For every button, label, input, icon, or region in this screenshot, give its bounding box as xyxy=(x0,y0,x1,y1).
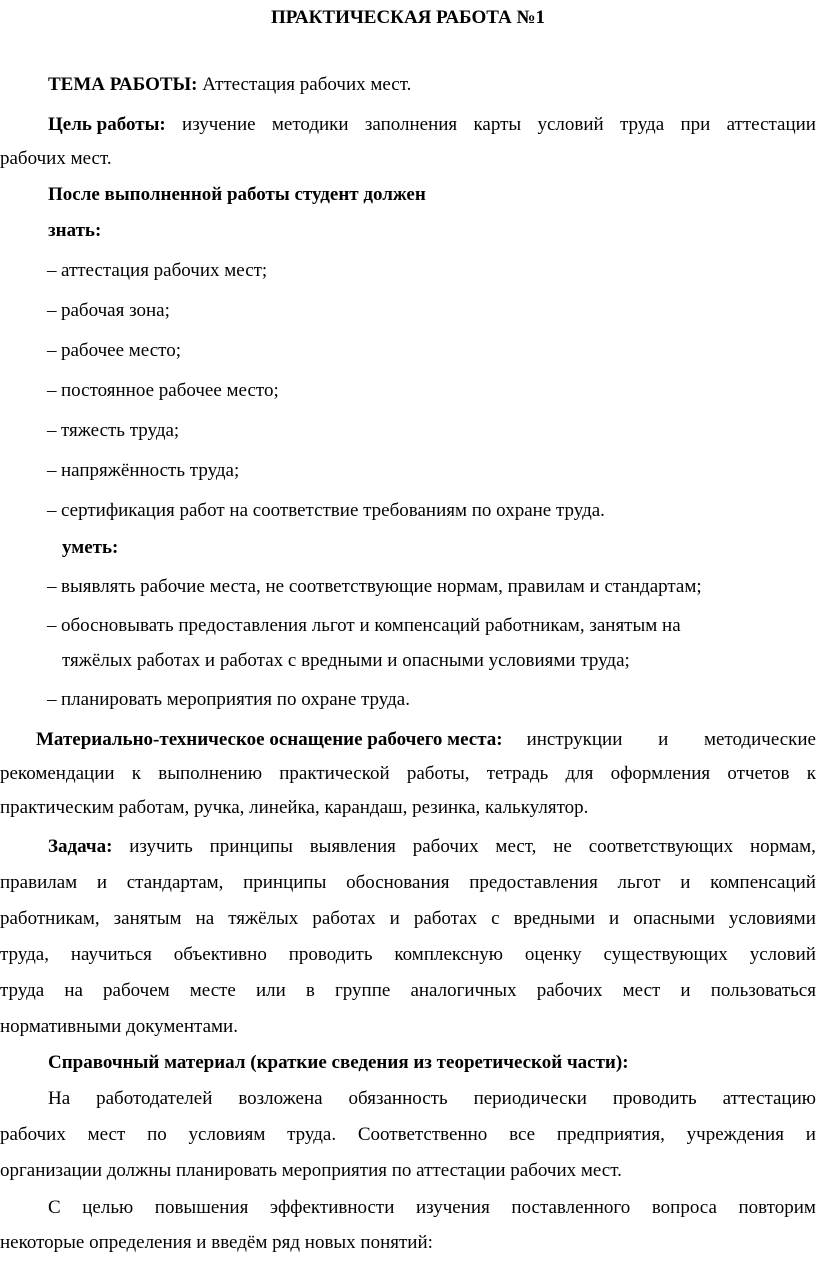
task-line-5 xyxy=(0,979,816,1003)
task-word: выявления xyxy=(309,836,396,857)
reference-p1-line-2 xyxy=(0,1123,816,1147)
dash-bullet: – xyxy=(47,300,57,321)
task-word: принципы xyxy=(209,836,293,857)
know-item xyxy=(47,299,170,323)
goal-label: Цель работы: xyxy=(48,114,166,135)
equipment-word: практической xyxy=(279,763,390,784)
task-word: мест xyxy=(622,980,661,1001)
goal-word: заполнения xyxy=(364,114,458,135)
know-item-text: сертификация работ на соответствие требованиям по охране труда. xyxy=(61,500,605,521)
reference-word: условиям xyxy=(188,1124,266,1145)
can-item xyxy=(47,575,702,599)
equipment-word: инструкции xyxy=(526,729,623,750)
task-word: труда, xyxy=(0,944,49,965)
dash-bullet: – xyxy=(47,420,57,441)
know-item xyxy=(47,459,239,483)
know-item xyxy=(47,379,279,403)
reference-word: рабочих xyxy=(0,1124,66,1145)
goal-word: условий xyxy=(537,114,604,135)
task-word: льгот xyxy=(617,872,661,893)
dash-bullet: – xyxy=(47,460,57,481)
can-item xyxy=(47,614,681,638)
task-word: не xyxy=(553,836,572,857)
task-word: аналогичных xyxy=(410,980,517,1001)
reference-p1-line-3: организации должны планировать мероприятия по аттестации рабочих мест. xyxy=(0,1160,622,1181)
equipment-word: тетрадь xyxy=(486,763,549,784)
task-word: условий xyxy=(749,944,816,965)
task-line-4 xyxy=(0,943,816,967)
reference-word: вопроса xyxy=(651,1197,717,1218)
task-word: проводить xyxy=(288,944,373,965)
reference-word: целью xyxy=(82,1197,134,1218)
know-item-text: рабочее место; xyxy=(61,340,181,361)
task-word: научиться xyxy=(70,944,152,965)
task-word: группе xyxy=(335,980,391,1001)
task-line-2 xyxy=(0,871,816,895)
reference-word: Соответственно xyxy=(357,1124,488,1145)
task-word: в xyxy=(305,980,315,1001)
task-word: с xyxy=(491,908,500,929)
task-word: объективно xyxy=(173,944,267,965)
task-word: изучить xyxy=(129,836,193,857)
task-word: занятым xyxy=(113,908,182,929)
reference-word: изучения xyxy=(415,1197,490,1218)
dash-bullet: – xyxy=(47,340,57,361)
reference-word: труда. xyxy=(287,1124,337,1145)
dash-bullet: – xyxy=(47,689,57,710)
dash-bullet: – xyxy=(47,576,57,597)
task-word: пользоваться xyxy=(710,980,816,1001)
reference-p1-line-1 xyxy=(48,1087,816,1111)
task-word: и xyxy=(680,872,691,893)
reference-word: возложена xyxy=(238,1088,323,1109)
reference-word: периодически xyxy=(473,1088,587,1109)
task-word: работах xyxy=(413,908,478,929)
reference-word: все xyxy=(509,1124,536,1145)
reference-word: по xyxy=(147,1124,167,1145)
equipment-word: отчетов xyxy=(727,763,790,784)
task-word: мест, xyxy=(495,836,537,857)
task-word: работникам, xyxy=(0,908,100,929)
equipment-word: работы, xyxy=(406,763,470,784)
task-line-1 xyxy=(48,835,816,859)
topic-label: ТЕМА РАБОТЫ: xyxy=(48,74,198,95)
know-item-text: рабочая зона; xyxy=(61,300,170,321)
goal-line-1 xyxy=(48,113,816,137)
task-word: вредными xyxy=(513,908,596,929)
dash-bullet: – xyxy=(47,615,57,636)
task-word: опасными xyxy=(633,908,715,929)
task-word: условиями xyxy=(728,908,816,929)
reference-word: поставленного xyxy=(511,1197,631,1218)
know-item-text: аттестация рабочих мест; xyxy=(61,260,268,281)
topic-text: Аттестация рабочих мест. xyxy=(197,74,412,95)
goal-line-2: рабочих мест. xyxy=(0,148,112,169)
reference-word: На xyxy=(48,1088,71,1109)
topic-line xyxy=(48,73,411,97)
task-line-3 xyxy=(0,907,816,931)
can-item-text: планировать мероприятия по охране труда. xyxy=(61,689,410,710)
task-word: или xyxy=(255,980,286,1001)
task-word: соответствующих xyxy=(588,836,734,857)
task-word: принципы xyxy=(243,872,327,893)
reference-word: мест xyxy=(87,1124,126,1145)
reference-word: повышения xyxy=(154,1197,249,1218)
task-word: и xyxy=(96,872,108,893)
task-word: тяжёлых xyxy=(228,908,299,929)
equipment-word: к xyxy=(806,763,816,784)
equipment-word: рекомендации xyxy=(0,763,115,784)
reference-word: учреждения xyxy=(686,1124,784,1145)
know-item-text: напряжённость труда; xyxy=(61,460,240,481)
reference-word: проводить xyxy=(612,1088,697,1109)
task-word: работах xyxy=(312,908,376,929)
goal-word: карты xyxy=(473,114,522,135)
task-word: на xyxy=(195,908,215,929)
goal-word: при xyxy=(680,114,711,135)
equipment-line-1 xyxy=(36,728,816,752)
reference-word: аттестацию xyxy=(722,1088,816,1109)
equipment-label: Материально-техническое оснащение рабочего места: xyxy=(36,729,503,750)
reference-word: эффективности xyxy=(269,1197,395,1218)
know-item-text: тяжесть труда; xyxy=(61,420,180,441)
equipment-line-2 xyxy=(0,762,816,786)
dash-bullet: – xyxy=(47,260,57,281)
task-word: комплексную xyxy=(394,944,503,965)
equipment-word: и xyxy=(658,729,669,750)
reference-word: работодателей xyxy=(96,1088,213,1109)
task-line-6: нормативными документами. xyxy=(0,1016,238,1037)
goal-word: аттестации xyxy=(726,114,816,135)
task-word: труда xyxy=(0,980,45,1001)
know-item-text: постоянное рабочее место; xyxy=(61,380,279,401)
reference-word: и xyxy=(805,1124,816,1145)
know-label: знать: xyxy=(48,220,102,241)
task-word: рабочих xyxy=(536,980,603,1001)
reference-heading: Справочный материал (краткие сведения из теоретической части): xyxy=(48,1052,629,1073)
equipment-line-3: практическим работам, ручка, линейка, карандаш, резинка, калькулятор. xyxy=(0,797,589,818)
equipment-word: для xyxy=(565,763,594,784)
can-item-text: выявлять рабочие места, не соответствующие нормам, правилам и стандартам; xyxy=(61,576,702,597)
know-item xyxy=(47,259,267,283)
page-title: ПРАКТИЧЕСКАЯ РАБОТА №1 xyxy=(270,7,546,28)
reference-word: повторим xyxy=(738,1197,816,1218)
reference-word: С xyxy=(48,1197,61,1218)
equipment-word: методические xyxy=(703,729,816,750)
dash-bullet: – xyxy=(47,500,57,521)
equipment-line-1-rest xyxy=(527,728,816,752)
can-item-continuation: тяжёлых работах и работах с вредными и опасными условиями труда; xyxy=(62,650,630,671)
task-word: рабочем xyxy=(103,980,170,1001)
know-item xyxy=(47,499,605,523)
task-word: обоснования xyxy=(346,872,450,893)
dash-bullet: – xyxy=(47,380,57,401)
task-word: и xyxy=(609,908,620,929)
can-item-text: обосновывать предоставления льгот и компенсаций работникам, занятым на xyxy=(61,615,681,636)
can-item xyxy=(47,688,410,712)
goal-word: методики xyxy=(271,114,349,135)
task-label: Задача: xyxy=(48,836,113,857)
task-word: существующих xyxy=(603,944,728,965)
task-word: на xyxy=(64,980,83,1001)
equipment-word: выполнению xyxy=(158,763,263,784)
know-item xyxy=(47,339,181,363)
can-label: уметь: xyxy=(62,537,119,558)
know-item xyxy=(47,419,179,443)
after-work-heading: После выполненной работы студент должен xyxy=(48,184,426,205)
task-word: нормам, xyxy=(749,836,816,857)
equipment-word: оформления xyxy=(610,763,711,784)
reference-p2-line-2: некоторые определения и введём ряд новых понятий: xyxy=(0,1232,433,1253)
equipment-word: к xyxy=(131,763,142,784)
task-word: правилам xyxy=(0,872,78,893)
task-word: рабочих xyxy=(412,836,479,857)
task-word: компенсаций xyxy=(710,872,816,893)
reference-p2-line-1 xyxy=(48,1196,816,1220)
task-word: стандартам, xyxy=(126,872,224,893)
goal-word: труда xyxy=(619,114,665,135)
task-word: и xyxy=(389,908,400,929)
task-word: месте xyxy=(189,980,236,1001)
goal-word: изучение xyxy=(182,114,256,135)
task-word: и xyxy=(680,980,691,1001)
reference-word: обязанность xyxy=(348,1088,448,1109)
task-word: оценку xyxy=(524,944,582,965)
task-word: предоставления xyxy=(469,872,598,893)
reference-word: предприятия, xyxy=(556,1124,665,1145)
